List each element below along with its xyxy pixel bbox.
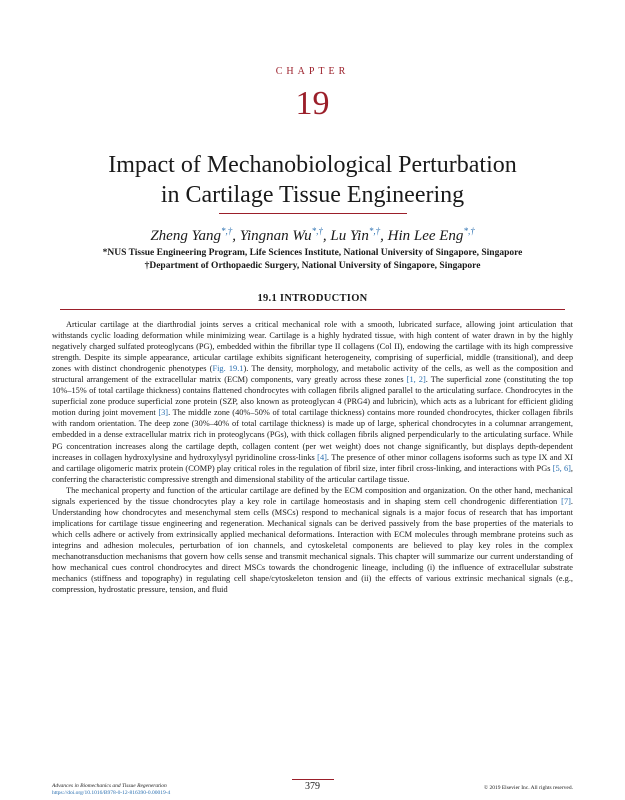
- paragraph-text: , conferring the characteristic compressive strength and dimensional stability of the articular cartilage tissue.: [52, 463, 574, 484]
- paragraph-text: Articular cartilage at the diarthrodial joints serves a critical mechanical role with a smooth, lubricated surface, allowing joint articulation that withstands cyclic loading deformation while minimizing wear. Cartilage is a highly hydrated tissue, with high content of water drawn in by the highly negatively charged sulfated proteoglycans (PG), embedded within the fibrillar type II collagens (Col II), endowing the cartilage with its high compressive strength. Despite its simple appearance, articular cartilage exhibits significant heterogeneity, comprising of superficial, middle (transitional), and deep zones with distinct chondrogenic phenotypes (: [52, 320, 573, 374]
- author-affiliation-marks[interactable]: *,†: [221, 226, 233, 236]
- citation-link[interactable]: [7]: [561, 496, 571, 506]
- citation-link[interactable]: [1, 2]: [406, 375, 426, 385]
- paragraph-text: ). The density, morphology, and metabolic activity of the cells, as well as the composition and structural arrangement of the extracellular matrix (ECM) components, vary greatly across these zones: [52, 364, 573, 385]
- chapter-title-line-2: in Cartilage Tissue Engineering: [160, 182, 465, 208]
- author-list: [0, 221, 625, 246]
- author-name: Hin Lee Eng: [387, 228, 464, 244]
- section-divider: [60, 309, 565, 310]
- paragraph-text: . Understanding how chondrocytes and mesenchymal stem cells (MSCs) respond to mechanical signals is a major focus of research that has important implications for cartilage tissue engineering and regeneration. Mechanical signals can be derived passively from the base properties of the materials to which cells adhere or actively from extrinsically applied mechanical deformations. Interaction with ECM molecules through membrane proteins such as integrins and adhesion molecules, perturbation of ion channels, and cytoskeletal components are believed to play key roles in the complex mechanotransduction mechanisms that govern how cells sense and transmit mechanical signals. This chapter will summarize our current understanding of how mechanical cues control chondrocytes and direct MSCs towards the chondrogenic lineage, including (i) the influence of extracellular substrate mechanics (stiffness and topography) in regulating cell shape/cytoskeleton tension and (ii) the effects of various extrinsic mechanical signals (e.g., compression, hydrostatic pressure, tension, and fluid: [52, 496, 573, 595]
- author-affiliation-marks[interactable]: *,†: [311, 226, 323, 236]
- author-name: Yingnan Wu: [239, 228, 312, 244]
- citation-link[interactable]: [4]: [317, 452, 327, 462]
- chapter-label: CHAPTER: [275, 66, 350, 77]
- citation-link[interactable]: Fig. 19.1: [212, 364, 244, 374]
- footer-book-title: Advances in Biomechanics and Tissue Regeneration: [52, 783, 167, 789]
- author-name: Lu Yin: [330, 228, 369, 244]
- body-paragraph: [52, 485, 573, 595]
- body-text: [52, 319, 573, 595]
- chapter-number: 19: [295, 85, 330, 122]
- affiliation-2: †Department of Orthopaedic Surgery, National University of Singapore, Singapore: [144, 261, 481, 271]
- paragraph-text: . The superficial zone (constituting the top 10%–15% of total cartilage thickness) contains flattened chondrocytes with collagen fibrils aligned parallel to the articulating surface. Chondrocytes in the superficial zone produce superficial zone protein (SZP, also known as proteoglycan 4 (PRG4) and lubricin), which acts as a lubricant for efficient gliding motion during joint movement: [52, 375, 574, 418]
- paragraph-text: The mechanical property and function of the articular cartilage are defined by the ECM composition and organization. On the other hand, mechanical signals experienced by the tissue chondrocytes play a key role in cartilage homeostasis and in shaping stem cell chondrogenic differentiation: [52, 485, 573, 506]
- footer-divider: [292, 779, 334, 780]
- body-paragraph: [52, 319, 573, 485]
- copyright-notice: © 2019 Elsevier Inc. All rights reserved.: [483, 785, 573, 791]
- chapter-title-line-1: Impact of Mechanobiological Perturbation: [108, 152, 517, 178]
- author-separator: ,: [322, 228, 331, 244]
- author-affiliation-marks[interactable]: *,†: [463, 226, 475, 236]
- citation-link[interactable]: [3]: [158, 408, 169, 418]
- author-affiliation-marks[interactable]: *,†: [368, 226, 381, 236]
- author-separator: ,: [232, 228, 240, 244]
- footer-doi-link[interactable]: https://doi.org/10.1016/B978-0-12-816390-0.00019-4: [52, 790, 171, 796]
- citation-link[interactable]: [5, 6]: [552, 463, 571, 473]
- affiliation-1: *NUS Tissue Engineering Program, Life Sciences Institute, National University of Singapore, Singapore: [102, 248, 523, 258]
- paragraph-text: . The middle zone (40%–50% of total cartilage thickness) contains more rounded chondrocytes, thicker collagen fibrils with random orientation. The deep zone (30%–40% of total cartilage thickness) is made up of large, spherical chondrocytes in a columnar arrangement, embedded in a dense extracellular matrix rich in proteoglycans (PGs), with thick collagen fibrils aligned perpendicularly to the articulating surface. While PG concentration increases along the cartilage depth, collagen content (per wet weight) does not change significantly, but displays depth-dependent increases in collagen hydroxylysine and hydroxylysyl pyridinoline cross-links: [52, 408, 573, 462]
- page-number: 379: [305, 781, 320, 792]
- section-heading: 19.1 INTRODUCTION: [257, 293, 368, 304]
- author-name: Zheng Yang: [150, 228, 222, 244]
- author-separator: ,: [380, 228, 388, 244]
- paragraph-text: . The presence of other minor collagens isoforms such as type IX and XI and cartilage oligomeric matrix protein (COMP) play critical roles in the regulation of fibril size, inter fibril cross-linking, and interactions with PGs: [52, 452, 573, 473]
- chapter-title: [0, 150, 625, 210]
- title-divider: [219, 213, 407, 214]
